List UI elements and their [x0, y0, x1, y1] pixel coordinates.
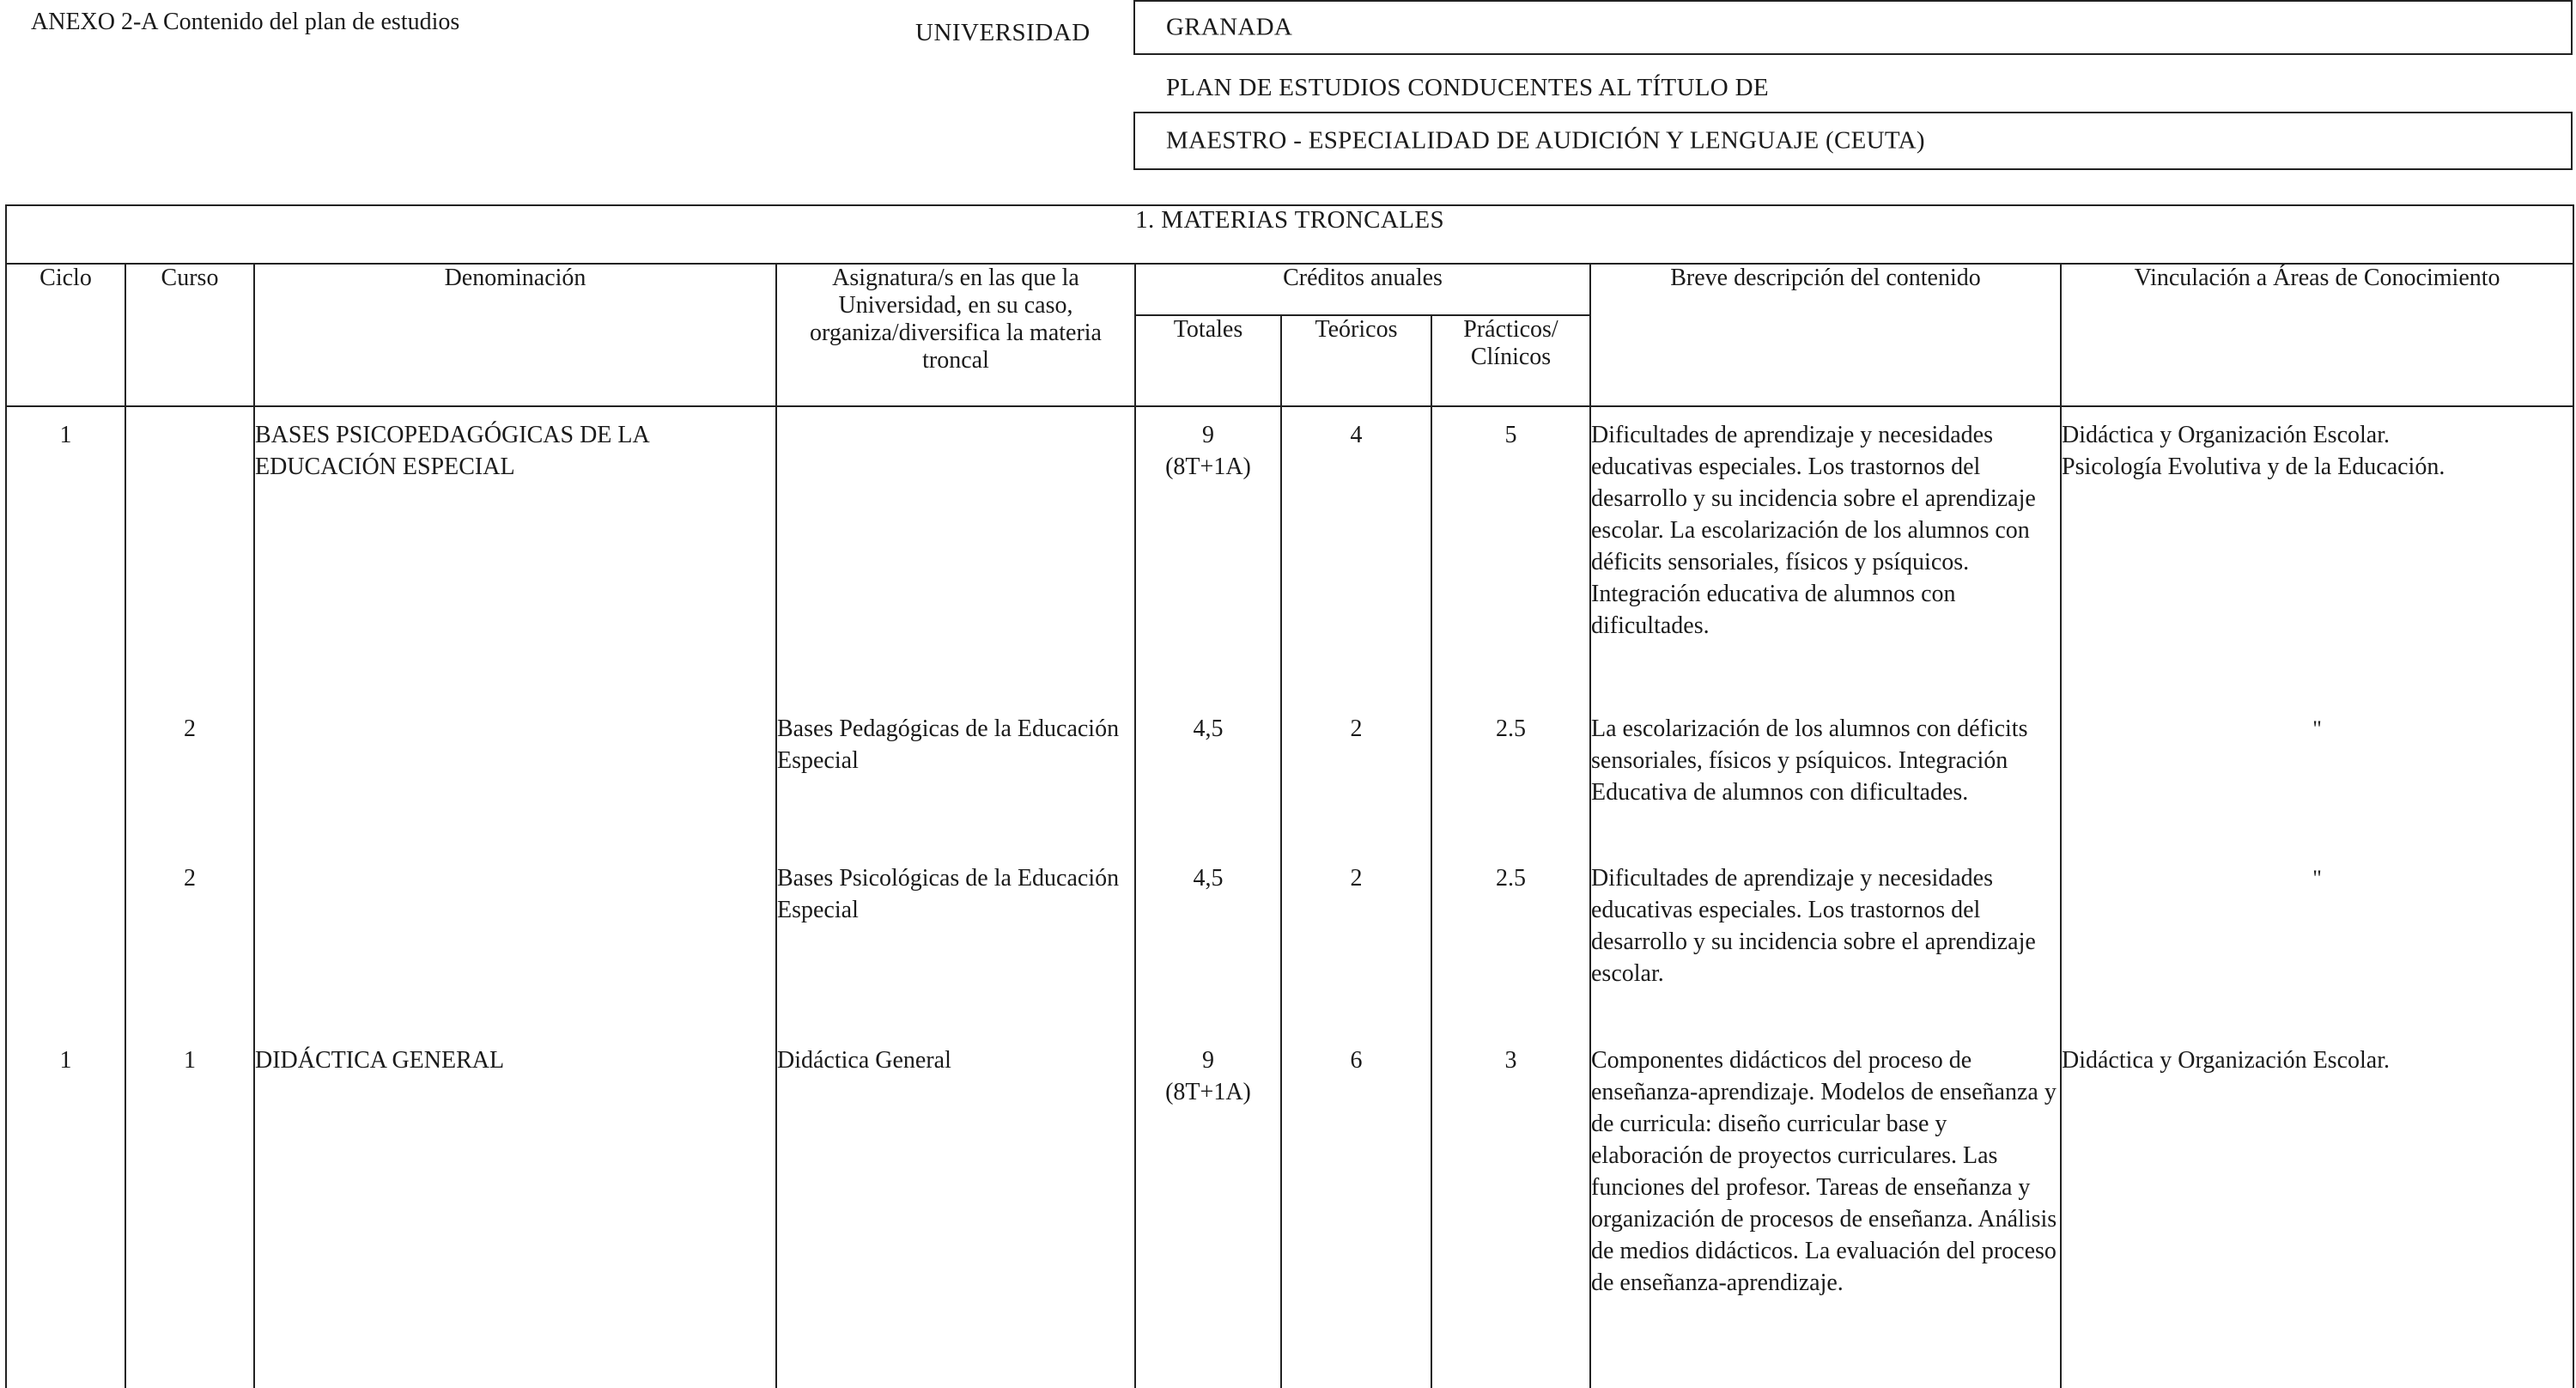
col-asignatura: Asignatura/s en las que la Universidad, en su caso, organiza/diversifica la materia troncal — [776, 264, 1135, 406]
col-descripcion: Breve descripción del contenido — [1590, 264, 2061, 406]
col-creditos-anuales: Créditos anuales — [1135, 264, 1590, 315]
row-curso — [125, 406, 254, 713]
col-teoricos: Teóricos — [1281, 315, 1431, 406]
degree-title-value: MAESTRO - ESPECIALIDAD DE AUDICIÓN Y LENGUAJE (CEUTA) — [1166, 126, 1925, 155]
plan-label: PLAN DE ESTUDIOS CONDUCENTES AL TÍTULO DE — [1166, 74, 1769, 101]
row-ciclo — [6, 862, 125, 1044]
row-vinculacion-ditto: " — [2061, 713, 2573, 862]
row-denominacion — [254, 713, 776, 862]
row-denominacion: DIDÁCTICA GENERAL — [254, 1044, 776, 1388]
row-teoricos: 2 — [1281, 713, 1431, 862]
table-row — [6, 406, 2573, 713]
col-curso: Curso — [125, 264, 254, 406]
row-totales-value: 9 — [1202, 422, 1214, 448]
col-totales: Totales — [1135, 315, 1281, 406]
row-vinculacion — [2061, 406, 2573, 713]
row-teoricos: 2 — [1281, 862, 1431, 1044]
table-row — [6, 862, 2573, 1044]
row-totales: 4,5 — [1135, 862, 1281, 1044]
row-curso: 2 — [125, 862, 254, 1044]
row-totales — [1135, 1044, 1281, 1388]
table-row — [6, 713, 2573, 862]
troncales-table — [5, 204, 2574, 1388]
table-row — [6, 1044, 2573, 1388]
row-vinculacion-1: Didáctica y Organización Escolar. — [2062, 422, 2390, 448]
row-practicos: 3 — [1431, 1044, 1590, 1388]
row-asignatura: Bases Pedagógicas de la Educación Especial — [776, 713, 1135, 862]
row-teoricos: 6 — [1281, 1044, 1431, 1388]
row-vinculacion: Didáctica y Organización Escolar. — [2061, 1044, 2573, 1388]
university-label: UNIVERSIDAD — [915, 19, 1091, 46]
row-descripcion: Dificultades de aprendizaje y necesidades educativas especiales. Los trastornos del desarrollo y su incidencia sobre el aprendizaje escolar. — [1590, 862, 2061, 1044]
row-practicos: 2.5 — [1431, 862, 1590, 1044]
row-descripcion: La escolarización de los alumnos con déficits sensoriales, físicos y psíquicos. Integración Educativa de alumnos con dificultades. — [1590, 713, 2061, 862]
col-vinculacion: Vinculación a Áreas de Conocimiento — [2061, 264, 2573, 406]
row-teoricos: 4 — [1281, 406, 1431, 713]
row-totales-value: 9 — [1202, 1047, 1214, 1074]
row-asignatura: Didáctica General — [776, 1044, 1135, 1388]
row-ciclo — [6, 713, 125, 862]
col-denominacion: Denominación — [254, 264, 776, 406]
degree-title-box — [1133, 112, 2573, 170]
university-value: GRANADA — [1166, 13, 1293, 41]
col-practicos: Prácticos/ Clínicos — [1431, 315, 1590, 406]
row-denominacion: BASES PSICOPEDAGÓGICAS DE LA EDUCACIÓN ESPECIAL — [254, 406, 776, 713]
row-totales — [1135, 406, 1281, 713]
annex-label: ANEXO 2-A Contenido del plan de estudios — [31, 9, 460, 35]
row-curso: 1 — [125, 1044, 254, 1388]
row-practicos: 5 — [1431, 406, 1590, 713]
row-vinculacion-2: Psicología Evolutiva y de la Educación. — [2062, 454, 2445, 480]
row-ciclo: 1 — [6, 1044, 125, 1388]
university-box — [1133, 0, 2573, 55]
row-descripcion: Componentes didácticos del proceso de enseñanza-aprendizaje. Modelos de enseñanza y de curricula: diseño curricular base y elaboración de proyectos curriculares. Las funciones del profesor. Tareas de enseñanza y organización de procesos de enseñanza. Análisis de medios didácticos. La evaluación del proceso de enseñanza-aprendizaje. — [1590, 1044, 2061, 1388]
row-totales: 4,5 — [1135, 713, 1281, 862]
row-totales-note: (8T+1A) — [1165, 1079, 1251, 1105]
row-asignatura — [776, 406, 1135, 713]
row-totales-note: (8T+1A) — [1165, 454, 1251, 480]
row-descripcion: Dificultades de aprendizaje y necesidades educativas especiales. Los trastornos del desarrollo y su incidencia sobre el aprendizaje escolar. La escolarización de los alumnos con déficits sensoriales, físicos y psíquicos. Integración educativa de alumnos con dificultades. — [1590, 406, 2061, 713]
row-vinculacion-ditto: " — [2061, 862, 2573, 1044]
section-title: 1. MATERIAS TRONCALES — [6, 205, 2573, 264]
row-denominacion — [254, 862, 776, 1044]
row-practicos: 2.5 — [1431, 713, 1590, 862]
row-ciclo: 1 — [6, 406, 125, 713]
row-asignatura: Bases Psicológicas de la Educación Especial — [776, 862, 1135, 1044]
row-curso: 2 — [125, 713, 254, 862]
col-ciclo: Ciclo — [6, 264, 125, 406]
